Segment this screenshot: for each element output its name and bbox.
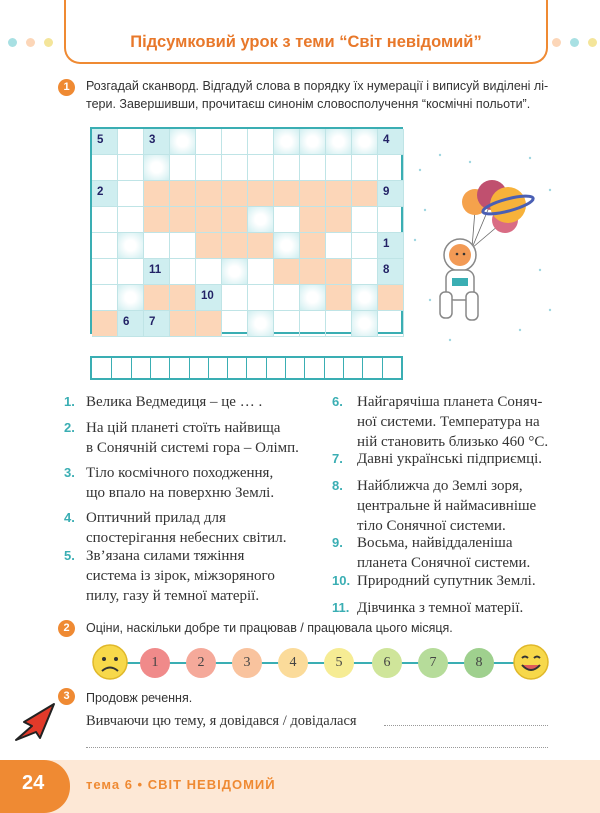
grid-cell[interactable] — [352, 311, 378, 337]
grid-cell[interactable] — [352, 285, 378, 311]
grid-cell[interactable] — [352, 181, 378, 207]
grid-cell[interactable] — [170, 259, 196, 285]
task-3-sentence: Вивчаючи цю тему, я довідався / довідалася — [86, 713, 357, 729]
grid-cell[interactable] — [196, 129, 222, 155]
grid-cell[interactable] — [326, 285, 352, 311]
clue-number: 5. — [64, 548, 75, 563]
grid-cell[interactable] — [326, 311, 352, 337]
grid-cell[interactable] — [248, 311, 274, 337]
grid-cell[interactable] — [92, 207, 118, 233]
answer-cell[interactable] — [131, 358, 132, 378]
clue-text: тіло Сонячної системи. — [357, 518, 506, 534]
answer-cell[interactable] — [324, 358, 325, 378]
grid-cell[interactable] — [300, 259, 326, 285]
rating-option[interactable]: 1 — [140, 648, 170, 678]
page-title: Підсумковий урок з теми “Світ невідомий” — [130, 33, 482, 51]
grid-cell[interactable] — [170, 207, 196, 233]
red-arrow-icon — [10, 700, 60, 744]
footer-topic: тема 6 • СВІТ НЕВІДОМИЙ — [86, 777, 276, 792]
clue-text: Оптичний прилад для — [86, 510, 226, 526]
grid-cell[interactable] — [92, 311, 118, 337]
grid-cell[interactable] — [300, 285, 326, 311]
answer-cell[interactable] — [285, 358, 286, 378]
clue-text: система із зірок, міжзоряного — [86, 568, 275, 584]
grid-cell[interactable] — [222, 129, 248, 155]
task-2-number: 2 — [58, 620, 75, 637]
grid-cell[interactable] — [274, 155, 300, 181]
grid-cell[interactable] — [352, 233, 378, 259]
clue-number: 6. — [332, 394, 343, 409]
grid-cell[interactable] — [144, 207, 170, 233]
grid-cell[interactable] — [92, 259, 118, 285]
clue-text: Давні українські підприємці. — [357, 451, 543, 467]
grid-cell[interactable] — [378, 207, 404, 233]
grid-cell[interactable] — [274, 181, 300, 207]
answer-cell[interactable] — [111, 358, 112, 378]
astronaut-illustration — [410, 150, 560, 350]
task-1-line-2: тери. Завершивши, прочитаєш синонім словосполучення “космічні польоти”. — [86, 97, 531, 111]
grid-cell[interactable] — [274, 207, 300, 233]
clue-text: пилу, газу й темної матерії. — [86, 588, 260, 604]
answer-cell[interactable] — [169, 358, 170, 378]
grid-cell[interactable] — [300, 207, 326, 233]
answer-cell[interactable] — [266, 358, 267, 378]
clue-number: 2. — [64, 420, 75, 435]
answer-cell[interactable] — [189, 358, 190, 378]
grid-cell[interactable] — [378, 311, 404, 337]
rating-option[interactable]: 4 — [278, 648, 308, 678]
clue-text: в Сонячній системі гора – Олімп. — [86, 440, 299, 456]
grid-cell[interactable] — [274, 233, 300, 259]
grid-cell[interactable] — [274, 129, 300, 155]
grid-cell[interactable] — [196, 259, 222, 285]
grid-cell[interactable] — [92, 285, 118, 311]
clue-text: Тіло космічного походження, — [86, 465, 274, 481]
grid-number-cell: 3 — [144, 129, 170, 155]
grid-cell[interactable] — [248, 129, 274, 155]
grid-number-cell: 10 — [196, 285, 222, 311]
grid-cell[interactable] — [118, 207, 144, 233]
clue-text: На цій планеті стоїть найвища — [86, 420, 281, 436]
clue-number: 11. — [332, 600, 350, 615]
clue-text: Велика Ведмедиця – це … . — [86, 394, 263, 410]
grid-cell[interactable] — [118, 259, 144, 285]
grid-cell[interactable] — [92, 155, 118, 181]
clue-number: 3. — [64, 465, 75, 480]
task-2-instructions: Оціни, наскільки добре ти працював / працювала цього місяця. — [86, 621, 453, 635]
grid-cell[interactable] — [196, 207, 222, 233]
clue-text: ній становить близько 460 °С. — [357, 434, 549, 450]
clue-number: 4. — [64, 510, 75, 525]
clue-text: центральне й наймасивніше — [357, 498, 537, 514]
rating-option[interactable]: 2 — [186, 648, 216, 678]
clue-text: Дівчинка з темної матерії. — [357, 600, 524, 616]
header-box — [64, 0, 548, 64]
grid-cell[interactable] — [274, 311, 300, 337]
grid-cell[interactable] — [378, 285, 404, 311]
grid-cell[interactable] — [300, 181, 326, 207]
grid-cell[interactable] — [326, 259, 352, 285]
clue-text: Найгарячіша планета Соняч- — [357, 394, 543, 410]
grid-cell[interactable] — [196, 155, 222, 181]
answer-cell[interactable] — [343, 358, 344, 378]
grid-cell[interactable] — [196, 311, 222, 337]
grid-cell[interactable] — [170, 233, 196, 259]
grid-cell[interactable] — [118, 129, 144, 155]
grid-cell[interactable] — [352, 129, 378, 155]
grid-cell[interactable] — [248, 155, 274, 181]
grid-cell[interactable] — [352, 207, 378, 233]
grid-cell[interactable] — [222, 285, 248, 311]
grid-cell[interactable] — [326, 233, 352, 259]
clue-number: 1. — [64, 394, 75, 409]
grid-cell[interactable] — [300, 155, 326, 181]
answer-cell[interactable] — [382, 358, 383, 378]
answer-cell[interactable] — [362, 358, 363, 378]
grid-number-cell: 8 — [378, 259, 404, 285]
answer-cell[interactable] — [208, 358, 209, 378]
grid-cell[interactable] — [118, 155, 144, 181]
rating-option[interactable]: 6 — [372, 648, 402, 678]
grid-number-cell: 1 — [378, 233, 404, 259]
grid-cell[interactable] — [248, 207, 274, 233]
clue-number: 9. — [332, 535, 343, 550]
rating-option[interactable]: 8 — [464, 648, 494, 678]
grid-cell[interactable] — [118, 285, 144, 311]
task-1-number: 1 — [58, 79, 75, 96]
grid-cell[interactable] — [300, 233, 326, 259]
grid-cell[interactable] — [222, 207, 248, 233]
grid-cell[interactable] — [92, 233, 118, 259]
rating-option[interactable]: 7 — [418, 648, 448, 678]
grid-cell[interactable] — [196, 233, 222, 259]
clue-text: Восьма, найвіддаленіша — [357, 535, 513, 551]
answer-cell[interactable] — [246, 358, 247, 378]
clue-text: Найближча до Землі зоря, — [357, 478, 523, 494]
crossword-grid — [90, 127, 403, 334]
answer-cell[interactable] — [401, 358, 402, 378]
rating-option[interactable]: 3 — [232, 648, 262, 678]
grid-cell[interactable] — [170, 285, 196, 311]
grid-cell[interactable] — [352, 155, 378, 181]
clue-text: Природний супутник Землі. — [357, 573, 536, 589]
grid-number-cell: 2 — [92, 181, 118, 207]
clue-text: Зв’язана силами тяжіння — [86, 548, 245, 564]
grid-cell[interactable] — [326, 129, 352, 155]
clue-text: ної системи. Температура на — [357, 414, 540, 430]
grid-cell[interactable] — [326, 181, 352, 207]
grid-cell[interactable] — [118, 233, 144, 259]
grid-cell[interactable] — [144, 181, 170, 207]
grid-cell[interactable] — [326, 155, 352, 181]
clue-text: що впало на поверхню Землі. — [86, 485, 275, 501]
grid-cell[interactable] — [352, 259, 378, 285]
grid-number-cell: 4 — [378, 129, 404, 155]
grid-cell[interactable] — [378, 155, 404, 181]
grid-number-cell: 9 — [378, 181, 404, 207]
grid-cell[interactable] — [118, 181, 144, 207]
happy-face-icon — [512, 643, 550, 681]
task-3-number: 3 — [58, 688, 75, 705]
grid-cell[interactable] — [326, 207, 352, 233]
grid-number-cell: 7 — [144, 311, 170, 337]
page-number: 24 — [0, 760, 70, 813]
sad-face-icon — [91, 643, 129, 681]
grid-cell[interactable] — [222, 155, 248, 181]
grid-cell[interactable] — [300, 129, 326, 155]
grid-cell[interactable] — [170, 181, 196, 207]
grid-cell[interactable] — [248, 259, 274, 285]
grid-cell[interactable] — [248, 285, 274, 311]
clue-number: 10. — [332, 573, 351, 588]
grid-cell[interactable] — [222, 311, 248, 337]
rating-option[interactable]: 5 — [324, 648, 354, 678]
grid-number-cell: 5 — [92, 129, 118, 155]
grid-cell[interactable] — [248, 233, 274, 259]
grid-cell[interactable] — [300, 311, 326, 337]
grid-cell[interactable] — [170, 155, 196, 181]
grid-cell[interactable] — [274, 285, 300, 311]
clue-number: 7. — [332, 451, 343, 466]
grid-cell[interactable] — [248, 181, 274, 207]
grid-cell[interactable] — [144, 233, 170, 259]
task-1-line-1: Розгадай сканворд. Відгадуй слова в порядку їх нумерації і виписуй виділені лі- — [86, 79, 549, 93]
answer-cell[interactable] — [150, 358, 151, 378]
task-3-label: Продовж речення. — [86, 691, 193, 705]
grid-number-cell: 11 — [144, 259, 170, 285]
grid-number-cell: 6 — [118, 311, 144, 337]
grid-cell[interactable] — [144, 285, 170, 311]
grid-cell[interactable] — [196, 181, 222, 207]
grid-cell[interactable] — [274, 259, 300, 285]
clue-text: планета Сонячної системи. — [357, 555, 531, 571]
grid-cell[interactable] — [222, 181, 248, 207]
answer-row[interactable] — [90, 356, 403, 380]
grid-cell[interactable] — [222, 259, 248, 285]
answer-line-1[interactable] — [384, 725, 548, 726]
task-1-instructions — [86, 77, 548, 113]
answer-cell[interactable] — [227, 358, 228, 378]
grid-cell[interactable] — [170, 311, 196, 337]
grid-cell[interactable] — [144, 155, 170, 181]
grid-cell[interactable] — [222, 233, 248, 259]
clue-text: спостерігання небесних світил. — [86, 530, 287, 546]
answer-line-2[interactable] — [86, 747, 548, 748]
page-footer — [0, 760, 600, 813]
grid-cell[interactable] — [170, 129, 196, 155]
answer-cell[interactable] — [304, 358, 305, 378]
clue-number: 8. — [332, 478, 343, 493]
